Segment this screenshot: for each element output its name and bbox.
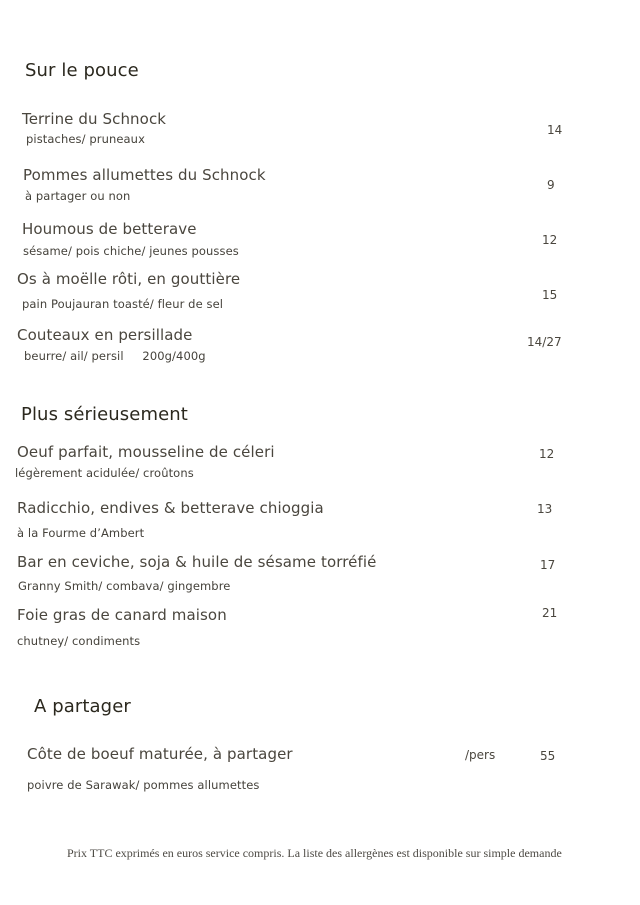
item-price: 13: [537, 502, 553, 516]
item-price: 9: [547, 178, 555, 192]
item-price: 15: [542, 288, 558, 302]
item-name: Oeuf parfait, mousseline de céleri: [17, 443, 275, 461]
item-name: Terrine du Schnock: [22, 110, 167, 128]
item-description: pistaches/ pruneaux: [26, 132, 145, 146]
item-price: 55: [540, 749, 556, 763]
item-price: 21: [542, 606, 558, 620]
item-description: sésame/ pois chiche/ jeunes pousses: [23, 244, 239, 258]
section-title-plus-serieusement: Plus sérieusement: [21, 404, 188, 425]
item-description: à partager ou non: [25, 189, 131, 203]
item-name: Os à moëlle rôti, en gouttière: [17, 270, 241, 288]
item-name: Radicchio, endives & betterave chioggia: [17, 499, 324, 517]
item-name: Côte de boeuf maturée, à partager: [27, 745, 293, 763]
item-description: beurre/ ail/ persil 200g/400g: [24, 349, 206, 363]
item-name: Couteaux en persillade: [17, 326, 193, 344]
item-unit: /pers: [465, 748, 496, 762]
item-description: poivre de Sarawak/ pommes allumettes: [27, 778, 260, 792]
item-name: Pommes allumettes du Schnock: [23, 166, 266, 184]
item-name: Houmous de betterave: [22, 220, 197, 238]
item-name: Foie gras de canard maison: [17, 606, 227, 624]
section-title-a-partager: A partager: [34, 696, 131, 717]
footer-note: Prix TTC exprimés en euros service compris. La liste des allergènes est disponible sur simple demande: [67, 846, 562, 860]
item-price: 14/27: [527, 335, 562, 349]
section-title-sur-le-pouce: Sur le pouce: [25, 60, 139, 81]
item-price: 14: [547, 123, 563, 137]
item-description: légèrement acidulée/ croûtons: [15, 466, 194, 480]
item-price: 12: [542, 233, 558, 247]
item-description: à la Fourme d’Ambert: [17, 526, 145, 540]
item-name: Bar en ceviche, soja & huile de sésame torréfié: [17, 553, 377, 571]
item-description: Granny Smith/ combava/ gingembre: [18, 579, 231, 593]
item-price: 17: [540, 558, 556, 572]
item-description: pain Poujauran toasté/ fleur de sel: [22, 297, 224, 311]
item-description: chutney/ condiments: [17, 634, 141, 648]
item-price: 12: [539, 447, 555, 461]
